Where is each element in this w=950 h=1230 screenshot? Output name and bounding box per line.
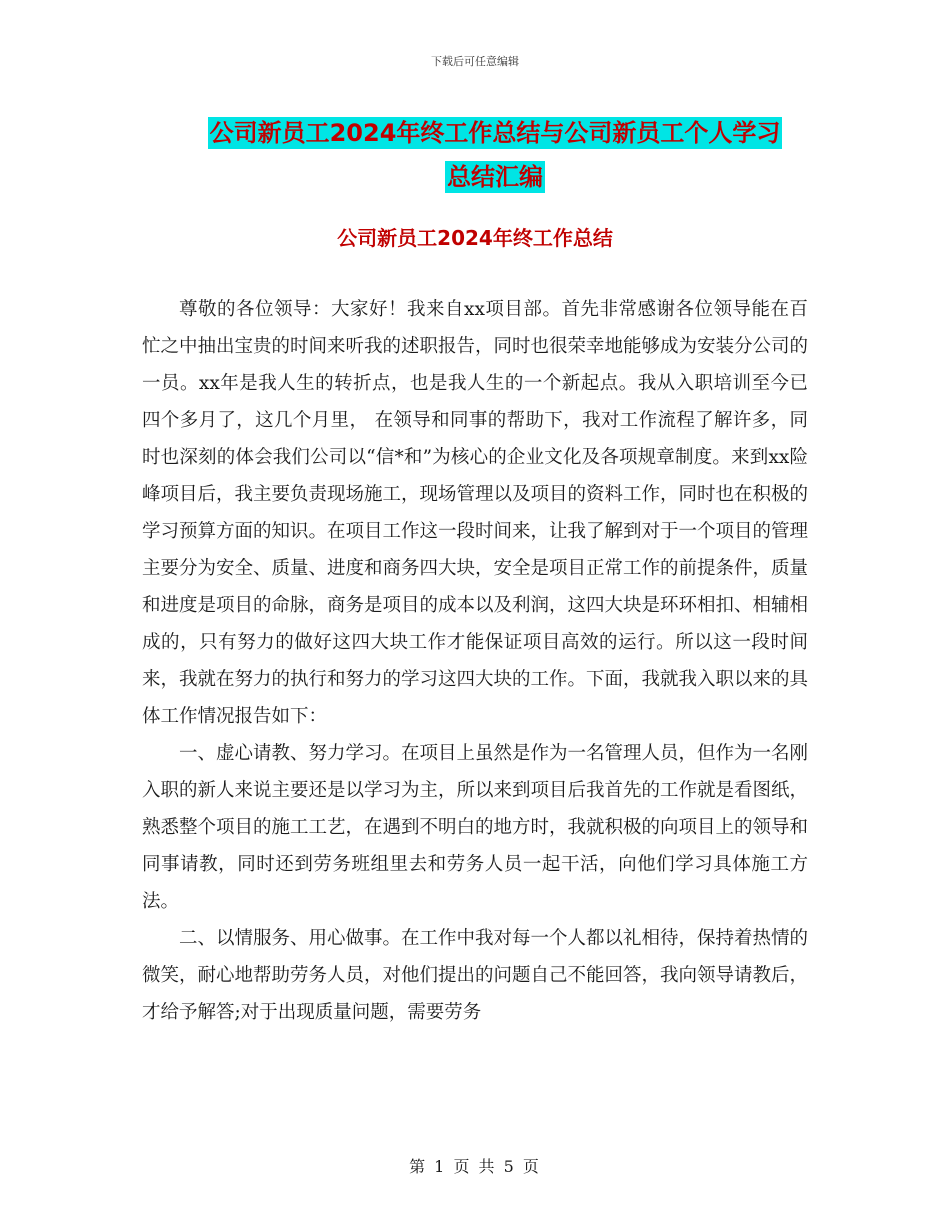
paragraph-point-1: 一、虚心请教、努力学习。在项目上虽然是作为一名管理人员，但作为一名刚入职的新人来说主要还是以学习为主，所以来到项目后我首先的工作就是看图纸，熟悉整个项目的施工工艺，在遇到不明白的地方时，我就积极的向项目上的领导和同事请教，同时还到劳务班组里去和劳务人员一起干活，向他们学习具体施工方法。 (142, 743, 809, 912)
header-note: 下载后可任意编辑 (431, 55, 519, 68)
page-footer: 第 1 页 共 5 页 (409, 1157, 541, 1176)
document-title-line-1: 公司新员工2024年终工作总结与公司新员工个人学习 (209, 119, 781, 147)
document-title-line-2: 总结汇编 (447, 163, 543, 191)
document-title (140, 111, 850, 199)
body-text (142, 291, 808, 1031)
paragraph-intro: 尊敬的各位领导：大家好！我来自xx项目部。首先非常感谢各位领导能在百忙之中抽出宝贵的时间来听我的述职报告，同时也很荣幸地能够成为安装分公司的一员。xx年是我人生的转折点，也是我人生的一个新起点。我从入职培训至今已四个多月了，这几个月里， 在领导和同事的帮助下，我对工作流程了解许多，同时也深刻的体会我们公司以“信*和”为核心的企业文化及各项规章制度。来到xx险峰项目后，我主要负责现场施工，现场管理以及项目的资料工作，同时也在积极的学习预算方面的知识。在项目工作这一段时间来，让我了解到对于一个项目的管理主要分为安全、质量、进度和商务四大块，安全是项目正常工作的前提条件，质量和进度是项目的命脉，商务是项目的成本以及利润，这四大块是环环相扣、相辅相成的，只有努力的做好这四大块工作才能保证项目高效的运行。所以这一段时间来，我就在努力的执行和努力的学习这四大块的工作。下面，我就我入职以来的具体工作情况报告如下： (142, 299, 809, 727)
paragraph-point-2: 二、以情服务、用心做事。在工作中我对每一个人都以礼相待，保持着热情的微笑，耐心地帮助劳务人员，对他们提出的问题自己不能回答，我向领导请教后，才给予解答;对于出现质量问题，需要劳务 (142, 928, 809, 1023)
section-title: 公司新员工2024年终工作总结 (337, 226, 613, 250)
